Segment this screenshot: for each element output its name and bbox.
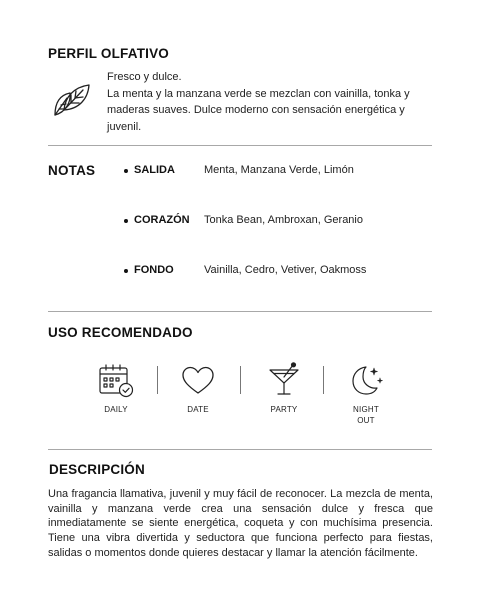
divider xyxy=(48,449,432,450)
descripcion-text: Una fragancia llamativa, juvenil y muy fácil de reconocer. La mezcla de menta, vainilla y manzana verde crea una sensación dulce y fresca que inmediatamente se siente energética, coqueta y con muchísima presencia. Tiene una vibra divertida y seductora que funciona perfecto para fiestas, salidas o momentos donde quieres destacar y llamar la atención fácilmente. xyxy=(48,488,433,559)
separator xyxy=(323,366,324,394)
note-label: CORAZÓN xyxy=(134,214,190,226)
divider xyxy=(48,311,432,312)
uso-label: DATE xyxy=(187,405,209,414)
uso-label: NIGHT OUT xyxy=(353,405,379,425)
calendar-check-icon xyxy=(97,362,135,398)
separator xyxy=(157,366,158,394)
note-value: Tonka Bean, Ambroxan, Geranio xyxy=(204,214,363,226)
uso-label: DAILY xyxy=(104,405,128,414)
uso-recomendado-title: USO RECOMENDADO xyxy=(48,325,193,340)
mint-leaf-icon xyxy=(52,82,92,118)
cocktail-icon xyxy=(265,362,303,398)
separator xyxy=(240,366,241,394)
uso-night-out xyxy=(336,362,396,426)
perfil-olfativo-title: PERFIL OLFATIVO xyxy=(48,46,170,61)
heart-icon xyxy=(179,362,217,398)
bullet xyxy=(124,169,128,173)
perfil-line1: Fresco y dulce. xyxy=(107,71,182,83)
uso-label: PARTY xyxy=(270,405,298,414)
bullet xyxy=(124,219,128,223)
notas-title: NOTAS xyxy=(48,163,96,178)
descripcion-title: DESCRIPCIÓN xyxy=(49,462,145,477)
note-value: Menta, Manzana Verde, Limón xyxy=(204,164,354,176)
uso-daily xyxy=(86,362,146,415)
bullet xyxy=(124,269,128,273)
moon-stars-icon xyxy=(346,362,386,398)
perfil-description xyxy=(107,69,437,135)
perfil-body: La menta y la manzana verde se mezclan con vainilla, tonka y maderas suaves. Dulce moderno con sensación energética y juvenil. xyxy=(107,87,410,133)
uso-date xyxy=(168,362,228,415)
note-label: FONDO xyxy=(134,264,174,276)
note-label: SALIDA xyxy=(134,164,175,176)
note-value: Vainilla, Cedro, Vetiver, Oakmoss xyxy=(204,264,367,276)
uso-party xyxy=(254,362,314,415)
divider xyxy=(48,145,432,146)
